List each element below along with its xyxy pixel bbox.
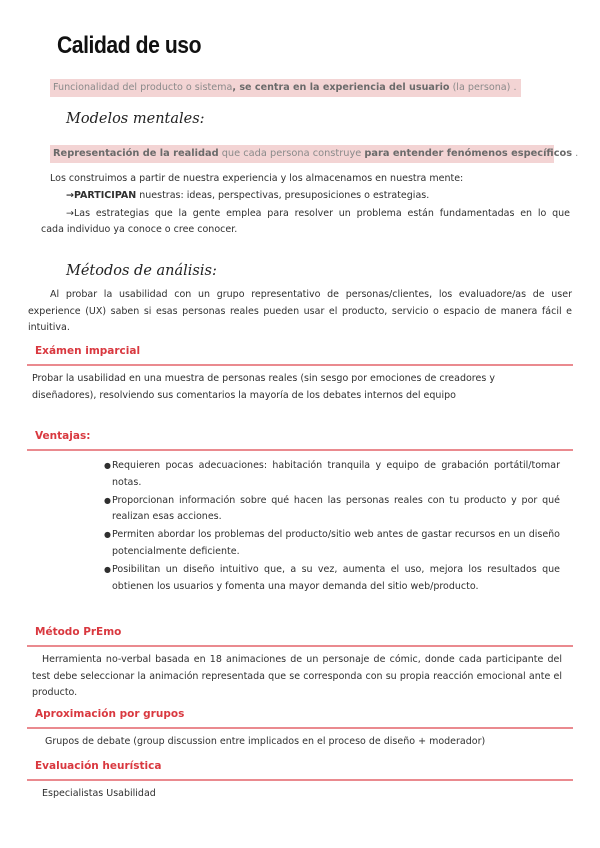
mm-definition-bold-1: Representación de la realidad [53, 148, 219, 159]
heuristic-rule [27, 779, 573, 781]
mm-definition-mid: que cada persona construye [218, 148, 365, 159]
analysis-intro: Al probar la usabilidad con un grupo representativo de personas/clientes, los evaluadore/as de user experience (UX) saben si esas personas reales pueden usar el producto, servicio o espacio de manera fácil e intuitiva. [28, 289, 572, 333]
definition-suffix: (la persona) . [449, 82, 517, 93]
mm-participan-bold: →PARTICIPAN [66, 190, 137, 201]
advantage-item-3: ● Permiten abordar los problemas del producto/sitio web antes de gastar recursos en un diseño potencialmente deficiente. [104, 527, 560, 561]
mm-definition-end: . [572, 148, 579, 159]
definition-prefix: Funcionalidad del producto o sistema [53, 82, 233, 93]
advantages-heading: Ventajas: [35, 430, 91, 442]
definition-highlight [50, 79, 521, 97]
analysis-heading: Métodos de análisis: [66, 263, 217, 279]
advantage-item-2: ● Proporcionan información sobre qué hacen las personas reales con tu producto y por qué realizan esas acciones. [104, 493, 560, 527]
heuristic-heading: Evaluación heurística [35, 760, 162, 772]
groups-heading: Aproximación por grupos [35, 708, 185, 720]
definition-bold: , se centra en la experiencia del usuario [232, 82, 450, 93]
advantage-item-4: ● Posibilitan un diseño intuitivo que, a su vez, aumenta el uso, mejora los resultados que obtienen los usuarios y fomenta una mayor demanda del sitio web/producto. [104, 562, 560, 596]
mm-paragraph-2 [66, 188, 566, 205]
heuristic-body: Especialistas Usabilidad [42, 788, 156, 799]
mm-definition-bold-2: para entender fenómenos específicos [364, 148, 573, 159]
mental-models-highlight [50, 145, 579, 163]
exam-heading: Exámen imparcial [35, 345, 141, 357]
exam-body: Probar la usabilidad en una muestra de personas reales (sin sesgo por emociones de creadores y diseñadores), resolviendo sus comentarios la mayoría de los debates internos del equipo [32, 373, 495, 401]
mm-participan-rest: nuestras: ideas, perspectivas, presuposiciones o estrategias. [136, 190, 430, 201]
premo-body: Herramienta no-verbal basada en 18 animaciones de un personaje de cómic, donde cada participante del test debe seleccionar la animación representada que se corresponda con su propia reacción emocional ante el producto. [32, 654, 562, 698]
mental-models-heading: Modelos mentales: [66, 111, 205, 127]
page-title: Calidad de uso [57, 32, 202, 59]
exam-rule [27, 364, 573, 366]
mm-paragraph-1: Los construimos a partir de nuestra experiencia y los almacenamos en nuestra mente: [50, 173, 464, 184]
premo-rule [27, 645, 573, 647]
groups-rule [27, 727, 573, 729]
groups-body: Grupos de debate (group discussion entre implicados en el proceso de diseño + moderador) [45, 736, 486, 747]
advantage-item-1: ● Requieren pocas adecuaciones: habitación tranquila y equipo de grabación portátil/tomar notas. [104, 458, 560, 492]
premo-heading: Método PrEmo [35, 626, 122, 638]
mm-paragraph-3-line-2: cada individuo ya conoce o cree conocer. [41, 224, 238, 235]
advantages-rule [27, 449, 573, 451]
advantages-list [104, 458, 560, 595]
mm-paragraph-3-line-1: →Las estrategias que la gente emplea para resolver un problema están fundamentadas en lo que [66, 208, 570, 219]
